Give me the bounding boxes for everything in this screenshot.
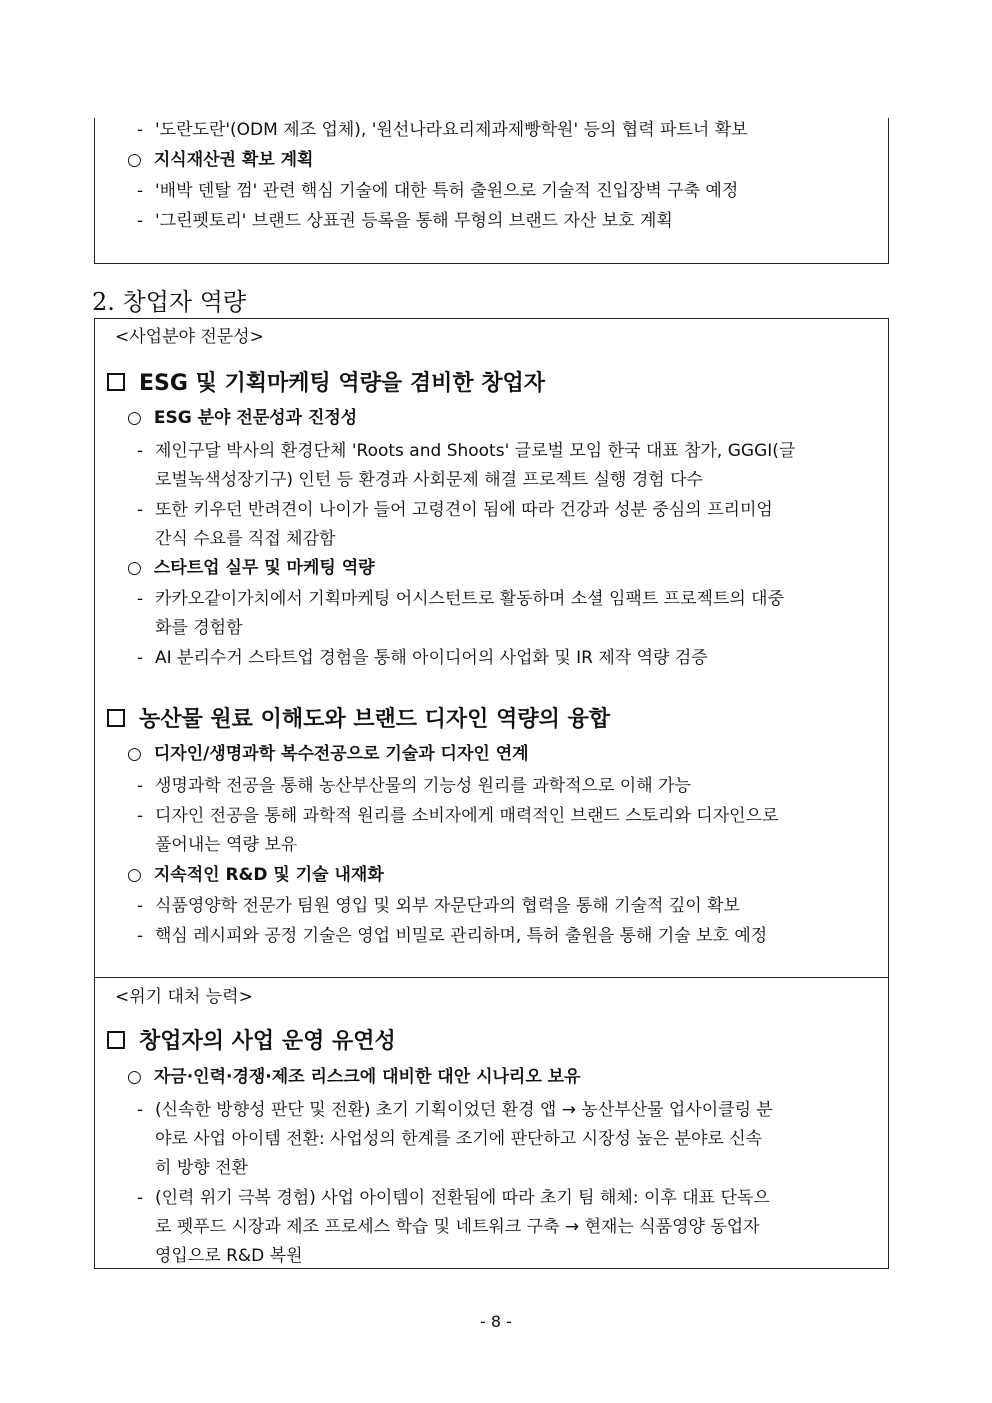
bullet-cont: 화를 경험함 bbox=[155, 618, 243, 638]
bullet-cont: 야로 사업 아이템 전환: 사업성의 한계를 조기에 판단하고 시장성 높은 분야로 신속 bbox=[155, 1129, 763, 1149]
sub-item: ○ 디자인/생명과학 복수전공으로 기술과 디자인 연계 bbox=[127, 744, 529, 764]
bullet-line: - 디자인 전공을 통해 과학적 원리를 소비자에게 매력적인 브랜드 스토리와 디자인으로 bbox=[137, 806, 779, 826]
bullet-line: - 또한 키우던 반려견이 나이가 들어 고령견이 됨에 따라 건강과 성분 중심의 프리미엄 bbox=[137, 500, 773, 520]
bullet-line: - '도란도란'(ODM 제조 업체), '원선나라요리제과제빵학원' 등의 협력 파트너 확보 bbox=[137, 120, 748, 140]
bullet-line: - 생명과학 전공을 통해 농산부산물의 기능성 원리를 과학적으로 이해 가능 bbox=[137, 776, 691, 796]
square-bullet-icon bbox=[107, 373, 125, 391]
bullet-line: - 핵심 레시피와 공정 기술은 영업 비밀로 관리하며, 특허 출원을 통해 기술 보호 예정 bbox=[137, 926, 768, 946]
category-label: <위기 대처 능력> bbox=[115, 987, 253, 1007]
square-bullet-icon bbox=[107, 709, 125, 727]
heading: 농산물 원료 이해도와 브랜드 디자인 역량의 융합 bbox=[107, 705, 610, 735]
section-divider bbox=[95, 977, 888, 978]
bullet-cont: 풀어내는 역량 보유 bbox=[155, 835, 298, 855]
page-number: - 8 - bbox=[480, 1312, 512, 1331]
bullet-cont: 로 펫푸드 시장과 제조 프로세스 학습 및 네트워크 구축 → 현재는 식품영양 동업자 bbox=[155, 1217, 760, 1237]
bullet-line: - 식품영양학 전문가 팀원 영입 및 외부 자문단과의 협력을 통해 기술적 깊이 확보 bbox=[137, 896, 740, 916]
bullet-cont: 영입으로 R&D 복원 bbox=[155, 1246, 303, 1266]
bullet-line: - 제인구달 박사의 환경단체 'Roots and Shoots' 글로벌 모임 한국 대표 참가, GGGI(글 bbox=[137, 441, 796, 461]
founder-capability-box bbox=[94, 318, 889, 1269]
sub-item: ○ 지식재산권 확보 계획 bbox=[127, 150, 314, 170]
section-title: 2. 창업자 역량 bbox=[92, 288, 247, 316]
bullet-line: - '그린펫토리' 브랜드 상표권 등록을 통해 무형의 브랜드 자산 보호 계획 bbox=[137, 211, 673, 231]
bullet-cont: 로벌녹색성장기구) 인턴 등 환경과 사회문제 해결 프로젝트 실행 경험 다수 bbox=[155, 470, 703, 490]
bullet-line: - '배박 덴탈 껌' 관련 핵심 기술에 대한 특허 출원으로 기술적 진입장벽 구축 예정 bbox=[137, 181, 739, 201]
sub-item: ○ 지속적인 R&D 및 기술 내재화 bbox=[127, 865, 384, 885]
bullet-line: - 카카오같이가치에서 기획마케팅 어시스턴트로 활동하며 소셜 임팩트 프로젝트의 대중 bbox=[137, 589, 785, 609]
sub-item: ○ 스타트업 실무 및 마케팅 역량 bbox=[127, 558, 375, 578]
bullet-line: - AI 분리수거 스타트업 경험을 통해 아이디어의 사업화 및 IR 제작 역량 검증 bbox=[137, 648, 708, 668]
bullet-line: - (신속한 방향성 판단 및 전환) 초기 기획이었던 환경 앱 → 농산부산물 업사이클링 분 bbox=[137, 1100, 773, 1120]
bullet-cont: 히 방향 전환 bbox=[155, 1158, 248, 1178]
heading: 창업자의 사업 운영 유연성 bbox=[107, 1027, 396, 1057]
sub-item: ○ ESG 분야 전문성과 진정성 bbox=[127, 408, 358, 428]
partner-ip-box bbox=[94, 118, 889, 264]
category-label: <사업분야 전문성> bbox=[115, 327, 264, 347]
bullet-line: - (인력 위기 극복 경험) 사업 아이템이 전환됨에 따라 초기 팀 해체: 이후 대표 단독으 bbox=[137, 1188, 770, 1208]
square-bullet-icon bbox=[107, 1031, 125, 1049]
sub-item: ○ 자금·인력·경쟁·제조 리스크에 대비한 대안 시나리오 보유 bbox=[127, 1067, 581, 1087]
heading: ESG 및 기획마케팅 역량을 겸비한 창업자 bbox=[107, 369, 545, 399]
bullet-cont: 간식 수요를 직접 체감함 bbox=[155, 529, 336, 549]
